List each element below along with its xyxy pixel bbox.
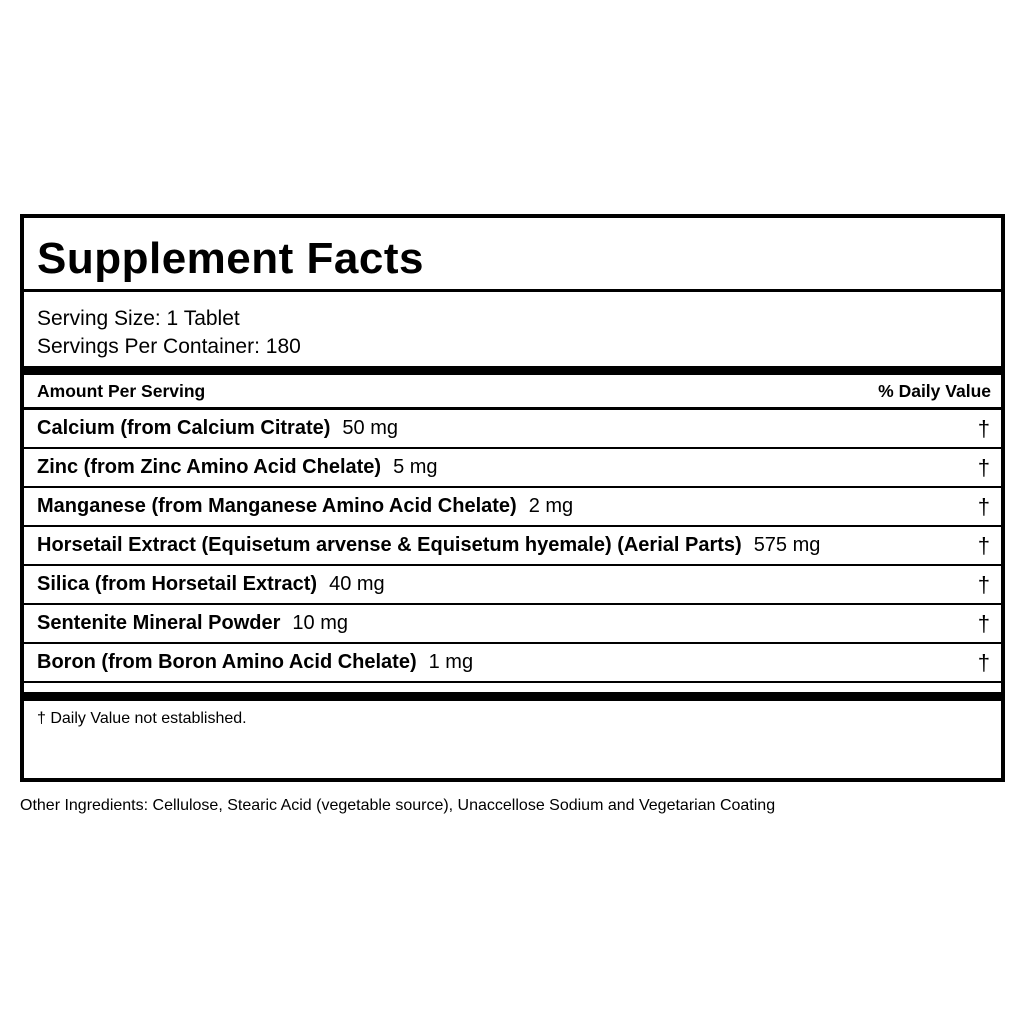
footnote: † Daily Value not established. bbox=[37, 710, 247, 727]
supplement-facts-panel bbox=[20, 214, 1005, 782]
nutrient-amount: 5 mg bbox=[393, 456, 438, 478]
nutrient-daily-value: † bbox=[977, 649, 990, 675]
nutrient-daily-value: † bbox=[977, 415, 990, 441]
nutrient-name: Sentenite Mineral Powder bbox=[37, 612, 281, 634]
nutrient-name: Zinc (from Zinc Amino Acid Chelate) bbox=[37, 456, 382, 478]
nutrient-daily-value: † bbox=[977, 454, 990, 480]
column-header bbox=[24, 375, 1001, 410]
nutrient-row bbox=[24, 644, 1001, 683]
nutrient-amount: 575 mg bbox=[753, 534, 821, 556]
nutrient-name: Silica (from Horsetail Extract) bbox=[37, 573, 318, 595]
nutrient-daily-value: † bbox=[977, 610, 990, 636]
servings-per-container: Servings Per Container: 180 bbox=[37, 335, 301, 358]
nutrient-amount: 1 mg bbox=[428, 651, 474, 673]
other-ingredients: Other Ingredients: Cellulose, Stearic Acid (vegetable source), Unaccellose Sodium and Vegetarian Coating bbox=[20, 797, 776, 814]
nutrient-name: Horsetail Extract (Equisetum arvense & Equisetum hyemale) (Aerial Parts) bbox=[37, 534, 742, 556]
nutrient-name: Manganese (from Manganese Amino Acid Chelate) bbox=[37, 495, 517, 517]
nutrient-daily-value: † bbox=[977, 493, 990, 519]
nutrient-amount: 50 mg bbox=[342, 417, 398, 439]
spacer bbox=[24, 683, 1001, 692]
daily-value-label: % Daily Value bbox=[878, 380, 991, 401]
panel-title: Supplement Facts bbox=[24, 218, 1001, 292]
nutrient-row bbox=[24, 605, 1001, 644]
thick-divider bbox=[24, 692, 1001, 701]
nutrient-row bbox=[24, 566, 1001, 605]
nutrient-daily-value: † bbox=[977, 571, 990, 597]
nutrient-name: Calcium (from Calcium Citrate) bbox=[37, 417, 331, 439]
nutrient-name: Boron (from Boron Amino Acid Chelate) bbox=[37, 651, 417, 673]
nutrient-daily-value: † bbox=[977, 532, 990, 558]
amount-per-serving-label: Amount Per Serving bbox=[37, 380, 206, 401]
nutrient-row bbox=[24, 488, 1001, 527]
serving-size: Serving Size: 1 Tablet bbox=[37, 307, 240, 330]
serving-info bbox=[24, 292, 1001, 366]
nutrient-row bbox=[24, 410, 1001, 449]
nutrient-row bbox=[24, 527, 1001, 566]
nutrient-amount: 2 mg bbox=[528, 495, 574, 517]
thick-divider bbox=[24, 366, 1001, 375]
nutrient-amount: 40 mg bbox=[329, 573, 385, 595]
nutrient-amount: 10 mg bbox=[292, 612, 348, 634]
nutrient-row bbox=[24, 449, 1001, 488]
